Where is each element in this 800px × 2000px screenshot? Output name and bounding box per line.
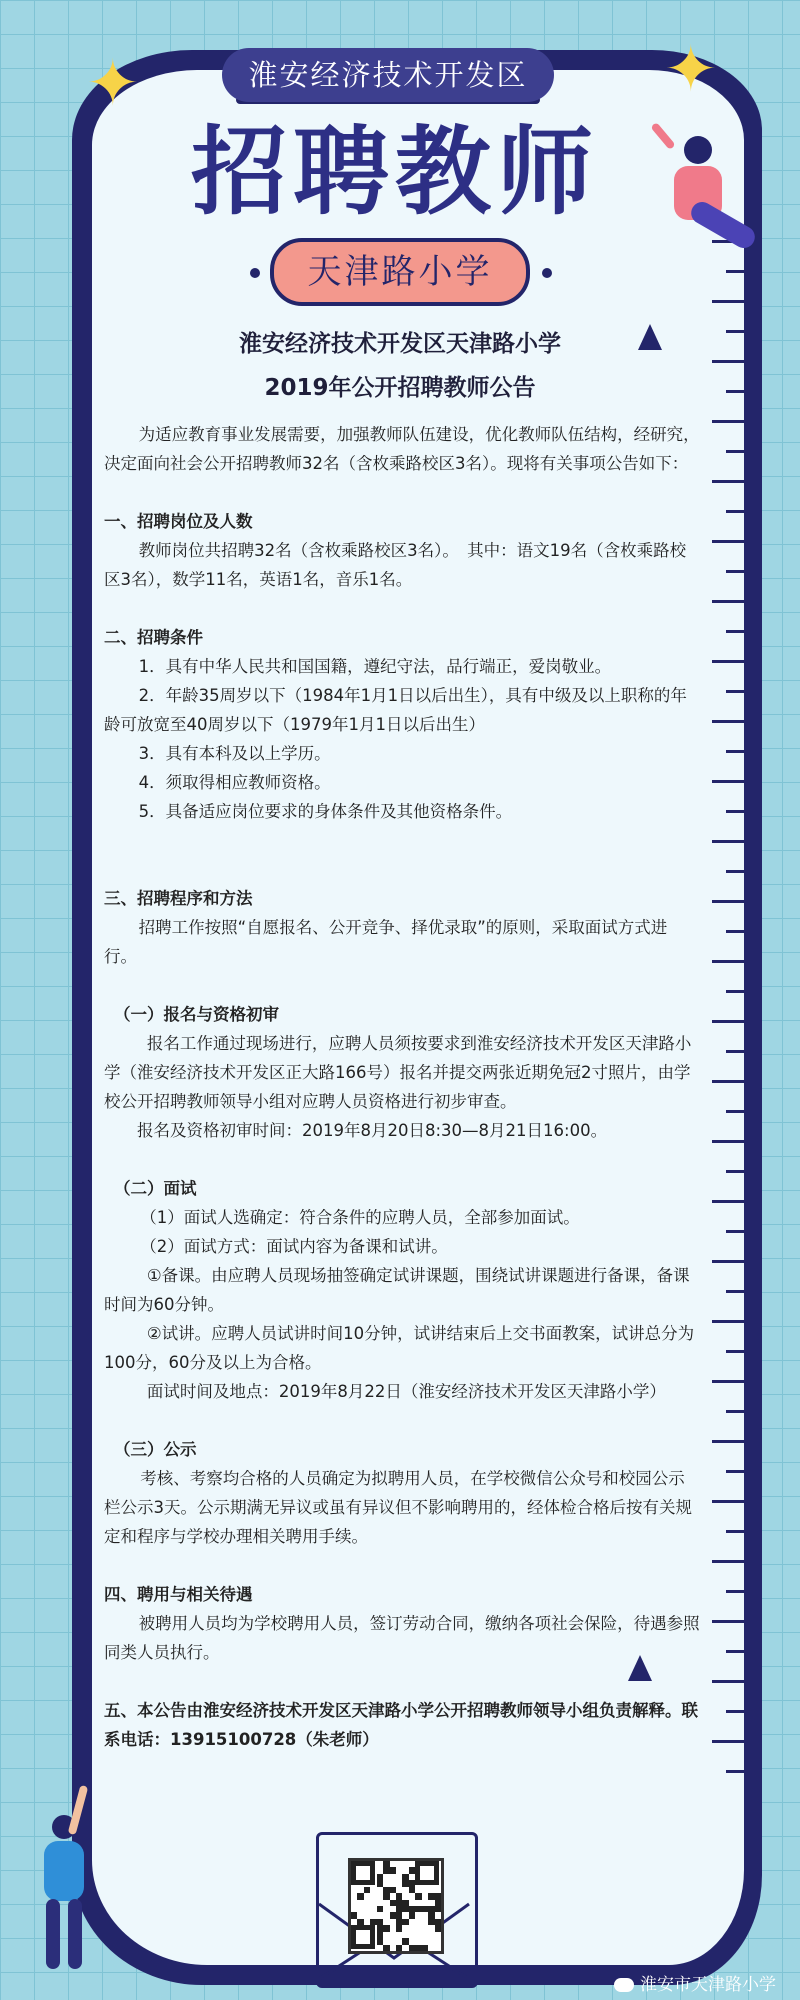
ruler-tick [726,1590,746,1593]
decor-dot [542,268,552,278]
paragraph: 被聘用人员均为学校聘用人员，签订劳动合同，缴纳各项社会保险，待遇参照同类人员执行。 [104,1614,700,1662]
ruler-tick [726,1350,746,1353]
ruler-tick [712,1560,746,1563]
ruler-tick [726,1050,746,1053]
ruler-tick [726,630,746,633]
qr-module [396,1945,402,1951]
ruler-tick [726,1710,746,1713]
ruler-tick [726,1530,746,1533]
paragraph: 面试时间及地点：2019年8月22日（淮安经济技术开发区天津路小学） [146,1382,666,1401]
qr-module [402,1919,408,1925]
ruler-tick [712,900,746,903]
ruler-tick [712,1200,746,1203]
wechat-icon [614,1978,634,1992]
list-item: 3．具有本科及以上学历。 [138,744,331,763]
ruler-tick [726,810,746,813]
notice-title-line1: 淮安经济技术开发区天津路小学 [239,331,561,357]
section-heading: 四、聘用与相关待遇 [104,1585,253,1604]
ruler-tick [726,1230,746,1233]
school-name-pill: 天津路小学 [270,238,530,306]
ruler-tick [712,1260,746,1263]
section-heading: 三、招聘程序和方法 [104,889,253,908]
ruler-tick [726,750,746,753]
ruler-tick [712,1740,746,1743]
ruler-tick [726,690,746,693]
ruler-tick [712,840,746,843]
ruler-tick [726,1110,746,1113]
paragraph: ①备课。由应聘人员现场抽签确定试讲课题，围绕试讲课题进行备课，备课时间为60分钟。 [104,1266,690,1314]
ruler-tick [726,390,746,393]
ruler-tick [726,990,746,993]
qr-module [396,1925,402,1931]
paragraph: （1）面试人选确定：符合条件的应聘人员，全部参加面试。 [140,1208,580,1227]
ruler-tick [726,1770,746,1773]
ruler-tick [712,1620,746,1623]
ruler-tick [712,660,746,663]
ruler-tick [712,780,746,783]
qr-module [435,1906,441,1912]
qr-module [357,1893,363,1899]
notice-title-line2: 2019年公开招聘教师公告 [264,375,536,401]
qr-finder [351,1861,375,1885]
ruler-tick [712,420,746,423]
ruler-tick [712,720,746,723]
ruler-tick [712,1320,746,1323]
subsection-heading: （二）面试 [114,1179,197,1198]
paragraph: （2）面试方式：面试内容为备课和试讲。 [140,1237,448,1256]
notice-title [110,322,690,410]
intro-paragraph: 为适应教育事业发展需要，加强教师队伍建设，优化教师队伍结构，经研究，决定面向社会公开招聘教师32名（含枚乘路校区3名）。现将有关事项公告如下： [104,425,700,473]
decor-dot [250,268,260,278]
ruler-tick [712,300,746,303]
sparkle-icon: ✦ [86,47,140,121]
main-title: 招聘教师 [191,116,599,228]
qr-module [422,1945,428,1951]
qr-module [364,1887,370,1893]
list-item: 4．须取得相应教师资格。 [138,773,331,792]
list-item: 2．年龄35周岁以下（1984年1月1日以后出生），具有中级及以上职称的年龄可放宽至40周岁以下（1979年1月1日以后出生） [104,686,687,734]
ruler-tick [726,1290,746,1293]
ruler-tick [726,870,746,873]
ruler-tick [726,930,746,933]
ruler-tick [712,480,746,483]
qr-code[interactable] [348,1858,444,1954]
ruler-tick [712,1020,746,1023]
notice-body [104,420,700,1754]
qr-module [415,1893,421,1899]
qr-module [377,1906,383,1912]
district-banner: 淮安经济技术开发区 [222,48,554,102]
ruler-tick [712,600,746,603]
ruler-tick [712,540,746,543]
qr-module [383,1945,389,1951]
ruler-tick [726,330,746,333]
ruler-tick [712,1080,746,1083]
section-heading: 一、招聘岗位及人数 [104,512,253,531]
qr-finder [415,1861,439,1885]
ruler-tick [712,960,746,963]
ruler-tick [712,1440,746,1443]
boy-figure [30,1785,100,1985]
paragraph: ②试讲。应聘人员试讲时间10分钟，试讲结束后上交书面教案，试讲总分为100分，60分及以上为合格。 [104,1324,695,1372]
girl-figure [648,122,768,292]
wechat-account-footer [614,1970,776,1995]
ruler-tick [726,1470,746,1473]
account-name: 淮安市天津路小学 [640,1975,776,1995]
paragraph: 报名及资格初审时间：2019年8月20日8:30—8月21日16:00。 [137,1121,608,1140]
qr-module [409,1912,415,1918]
subsection-heading: （一）报名与资格初审 [114,1005,279,1024]
subsection-heading: （三）公示 [114,1440,197,1459]
ruler-tick [726,1650,746,1653]
paragraph: 招聘工作按照“自愿报名、公开竞争、择优录取”的原则，采取面试方式进行。 [104,918,668,966]
qr-module [435,1925,441,1931]
paragraph: 教师岗位共招聘32名（含枚乘路校区3名）。 其中：语文19名（含枚乘路校区3名），数学11名，英语1名，音乐1名。 [104,541,687,589]
ruler-tick [726,510,746,513]
qr-module [390,1867,396,1873]
ruler-ticks [706,240,746,1800]
ruler-tick [712,1680,746,1683]
section-heading: 二、招聘条件 [104,628,203,647]
closing-statement: 五、本公告由淮安经济技术开发区天津路小学公开招聘教师领导小组负责解释。联系电话：13915100728（朱老师） [104,1701,698,1749]
ruler-tick [726,570,746,573]
ruler-tick [726,450,746,453]
paragraph: 考核、考察均合格的人员确定为拟聘用人员，在学校微信公众号和校园公示栏公示3天。公示期满无异议或虽有异议但不影响聘用的，经体检合格后按有关规定和程序与学校办理相关聘用手续。 [104,1469,692,1546]
ruler-tick [712,360,746,363]
ruler-tick [712,1380,746,1383]
paragraph: 报名工作通过现场进行，应聘人员须按要求到淮安经济技术开发区天津路小学（淮安经济技术开发区正大路166号）报名并提交两张近期免冠2寸照片，由学校公开招聘教师领导小组对应聘人员资格进行初步审查。 [104,1034,692,1111]
list-item: 5．具备适应岗位要求的身体条件及其他资格条件。 [138,802,513,821]
ruler-tick [726,1170,746,1173]
ruler-tick [726,1410,746,1413]
list-item: 1．具有中华人民共和国国籍，遵纪守法，品行端正，爱岗敬业。 [138,657,612,676]
sparkle-icon: ✦ [664,33,718,107]
ruler-tick [712,1500,746,1503]
qr-module [383,1925,389,1931]
ruler-tick [712,1140,746,1143]
qr-finder [351,1925,375,1949]
